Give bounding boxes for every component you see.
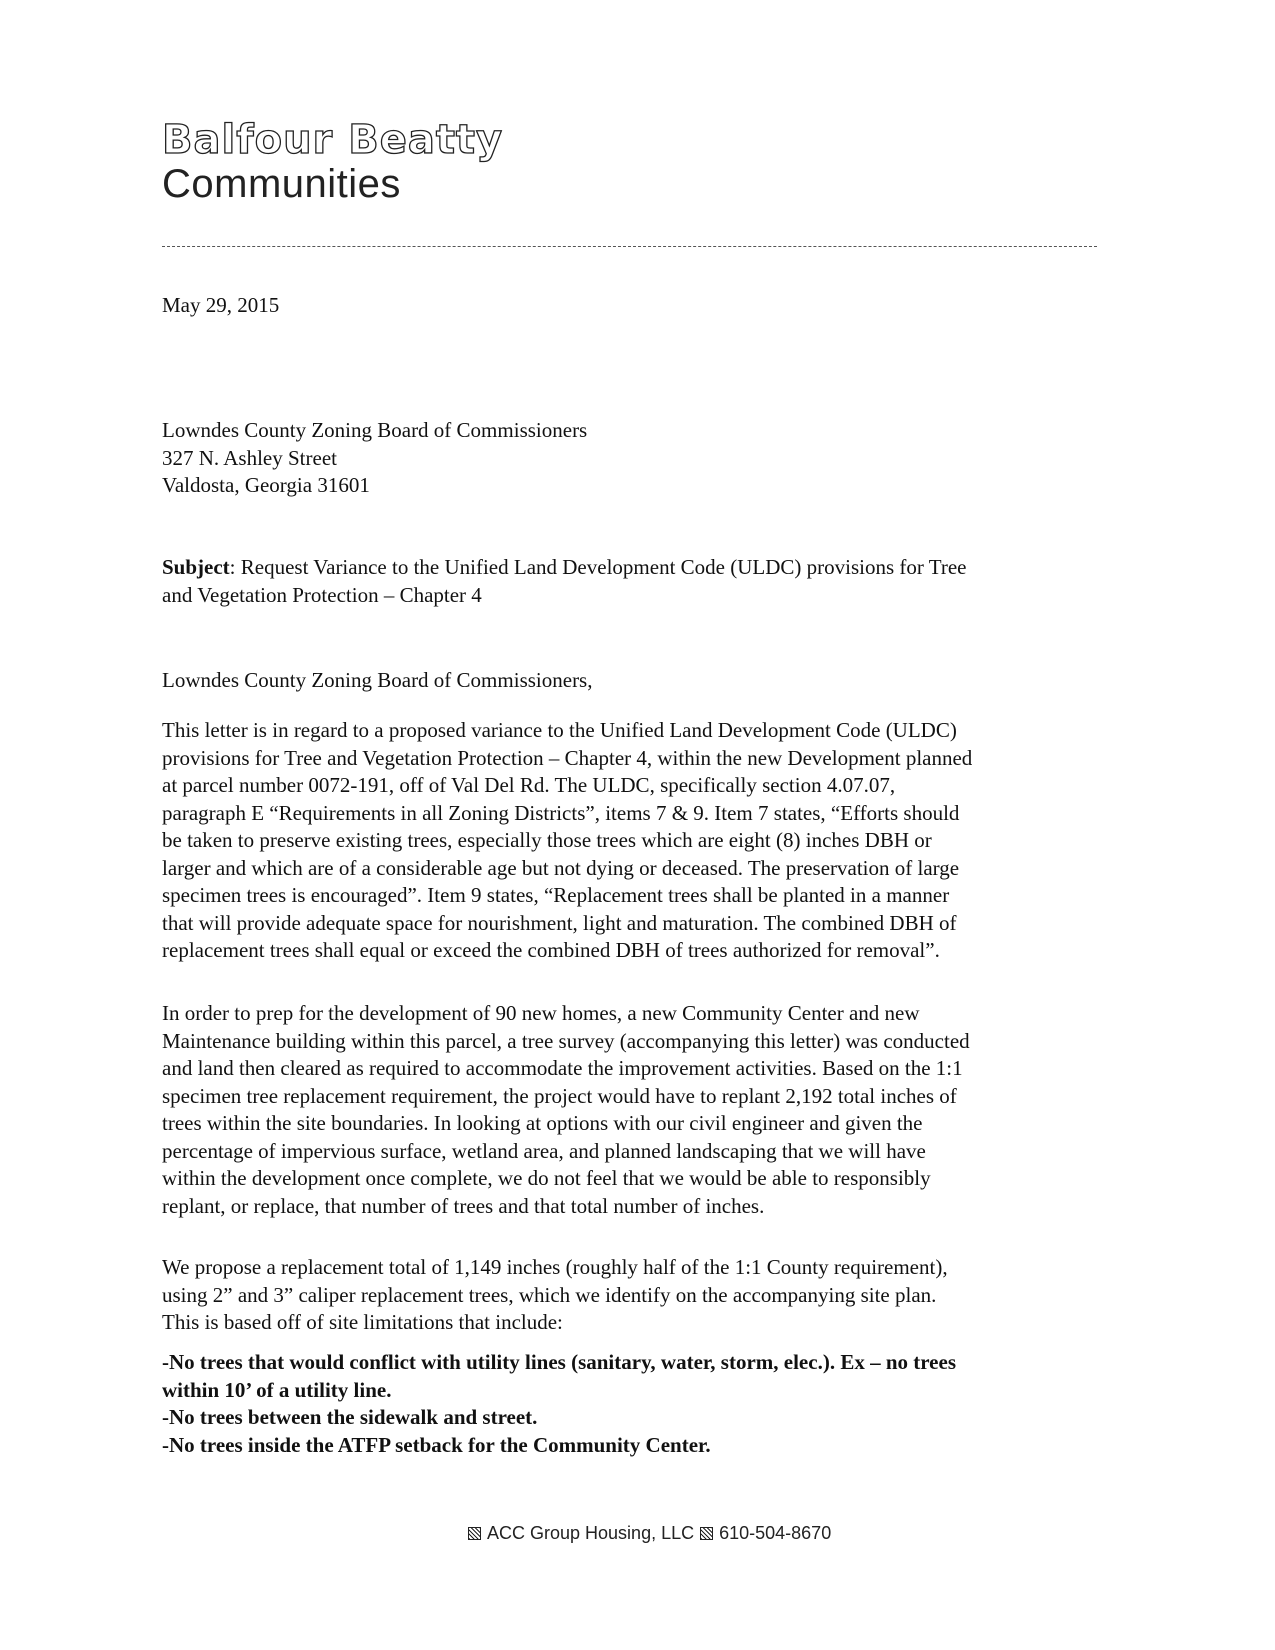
limitation-item: -No trees between the sidewalk and street. [162, 1405, 538, 1429]
paragraph-line: at parcel number 0072-191, off of Val Del Rd. The ULDC, specifically section 4.07.07, [162, 773, 896, 797]
company-logo [162, 118, 503, 206]
site-limitations-list [162, 1349, 1102, 1459]
subject-line-2: and Vegetation Protection – Chapter 4 [162, 582, 482, 607]
paragraph-line: larger and which are of a considerable age but not dying or deceased. The preservation of large [162, 855, 960, 880]
subject-line-1 [162, 554, 1102, 582]
paragraph-3 [162, 1254, 1102, 1337]
footer-phone: 610-504-8670 [719, 1523, 832, 1543]
paragraph-1 [162, 717, 1102, 965]
subject-text: : Request Variance to the Unified Land Development Code (ULDC) provisions for Tree [229, 555, 967, 579]
paragraph-line: that will provide adequate space for nourishment, light and maturation. The combined DBH of [162, 910, 957, 935]
square-bullet-icon [468, 1527, 481, 1540]
limitation-item: within 10’ of a utility line. [162, 1377, 392, 1402]
letter-date: May 29, 2015 [162, 293, 280, 317]
footer-company: ACC Group Housing, LLC [487, 1523, 695, 1543]
logo-wordmark-top: Balfour Beatty [162, 117, 504, 163]
paragraph-line: trees within the site boundaries. In looking at options with our civil engineer and given the [162, 1111, 923, 1135]
paragraph-line: Maintenance building within this parcel, a tree survey (accompanying this letter) was conducted [162, 1028, 970, 1053]
subject-line [162, 554, 1102, 609]
paragraph-line: This letter is in regard to a proposed variance to the Unified Land Development Code (ULDC) [162, 718, 957, 742]
paragraph-line: and land then cleared as required to accommodate the improvement activities. Based on the 1:1 [162, 1056, 963, 1080]
paragraph-line: specimen trees is encouraged”. Item 9 states, “Replacement trees shall be planted in a manner [162, 883, 950, 907]
limitation-item: -No trees inside the ATFP setback for the Community Center. [162, 1432, 711, 1457]
recipient-line: 327 N. Ashley Street [162, 445, 337, 470]
paragraph-2 [162, 1000, 1102, 1220]
square-bullet-icon [700, 1527, 713, 1540]
paragraph-line: paragraph E “Requirements in all Zoning Districts”, items 7 & 9. Item 7 states, “Efforts should [162, 800, 960, 825]
recipient-line: Valdosta, Georgia 31601 [162, 473, 370, 497]
paragraph-line: We propose a replacement total of 1,149 inches (roughly half of the 1:1 County requirement), [162, 1255, 948, 1279]
paragraph-line: within the development once complete, we do not feel that we would be able to responsibly [162, 1166, 931, 1190]
paragraph-line: replacement trees shall equal or exceed the combined DBH of trees authorized for removal”. [162, 938, 940, 962]
paragraph-line: be taken to preserve existing trees, especially those trees which are eight (8) inches DBH or [162, 828, 932, 852]
subject-label: Subject [162, 555, 230, 579]
letterhead-divider [162, 246, 1097, 247]
limitation-item: -No trees that would conflict with utility lines (sanitary, water, storm, elec.). Ex – no trees [162, 1350, 957, 1374]
paragraph-line: This is based off of site limitations that include: [162, 1310, 563, 1334]
recipient-line: Lowndes County Zoning Board of Commissioners [162, 418, 588, 442]
letter-footer [468, 1523, 831, 1544]
logo-wordmark-bottom: Communities [162, 162, 401, 206]
paragraph-line: specimen tree replacement requirement, the project would have to replant 2,192 total inches of [162, 1083, 957, 1108]
paragraph-line: using 2” and 3” caliper replacement trees, which we identify on the accompanying site plan. [162, 1282, 937, 1307]
paragraph-line: provisions for Tree and Vegetation Protection – Chapter 4, within the new Development planned [162, 745, 973, 770]
salutation: Lowndes County Zoning Board of Commissioners, [162, 668, 593, 692]
paragraph-line: percentage of impervious surface, wetland area, and planned landscaping that we will have [162, 1138, 926, 1163]
paragraph-line: replant, or replace, that number of trees and that total number of inches. [162, 1193, 765, 1218]
recipient-address [162, 417, 1102, 500]
paragraph-line: In order to prep for the development of 90 new homes, a new Community Center and new [162, 1001, 920, 1025]
